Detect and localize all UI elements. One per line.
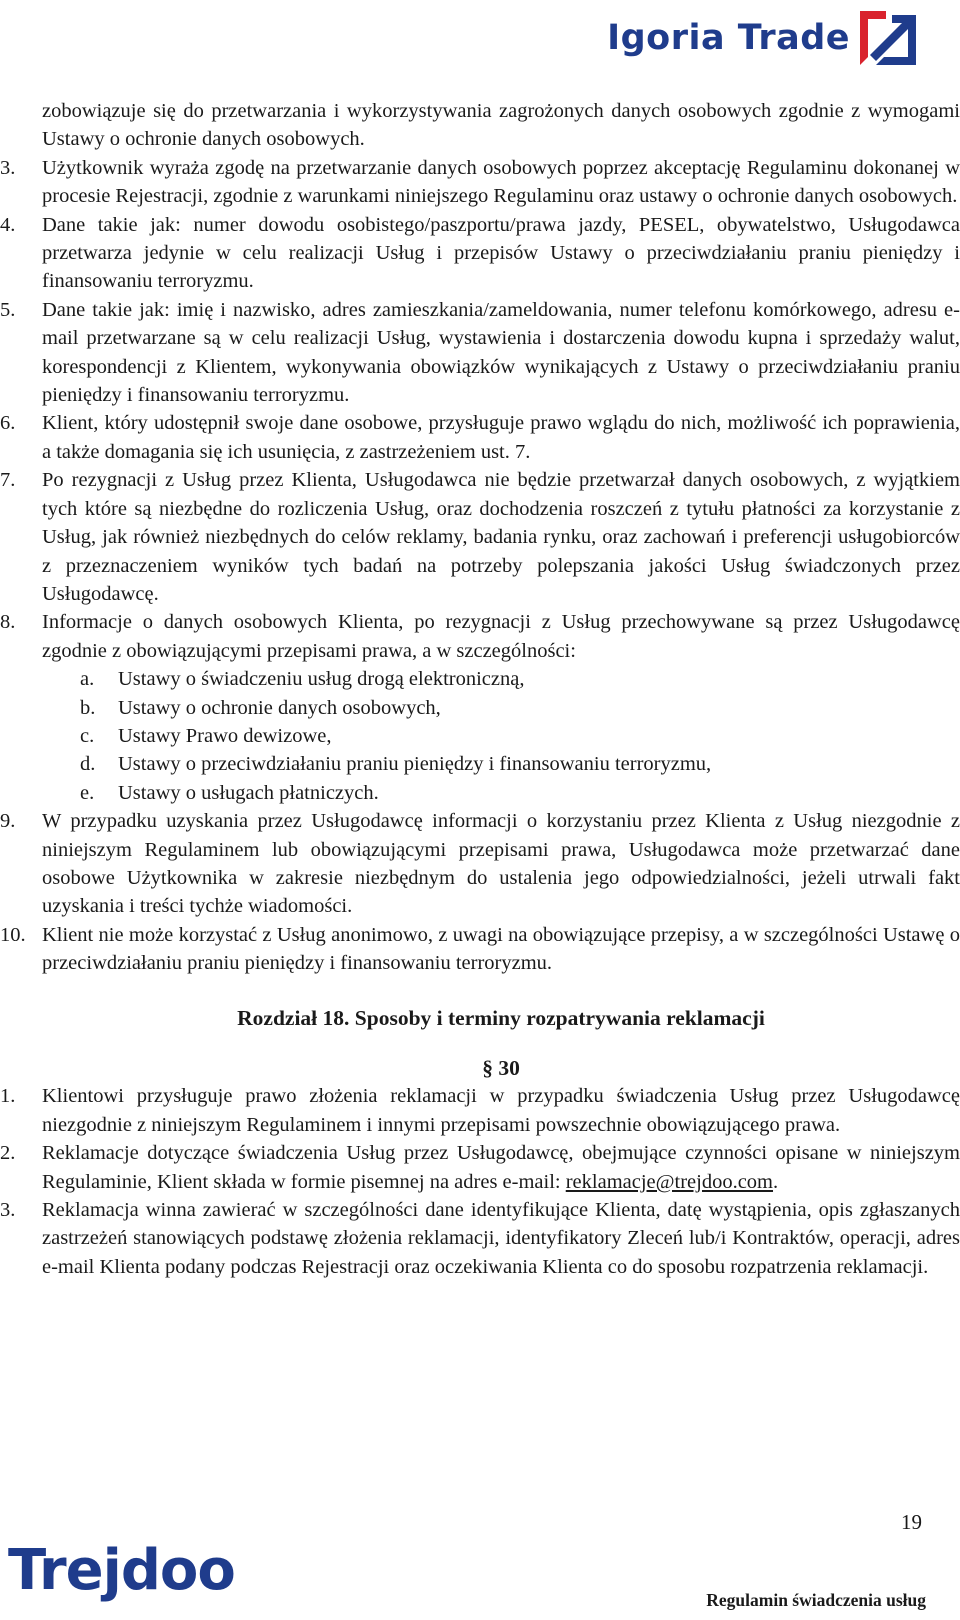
footer-logo [8,1538,235,1603]
complaint-email-link[interactable]: reklamacje@trejdoo.com [565,1170,774,1193]
sub-item-letter: b. [80,696,96,719]
footer-title: Regulamin świadczenia usług [706,1590,926,1610]
item-number: 8. [0,611,16,634]
list-item [0,921,960,978]
item-text: Klient nie może korzystać z Usług anonimowo, z uwagi na obowiązujące przepisy, a w szczególności Ustawę o przeciwdziałaniu praniu pieniędzy i finansowaniu terroryzmu. [42,923,960,975]
sub-item-letter: e. [80,781,95,804]
sub-item [80,750,960,778]
item-number: 6. [0,412,16,435]
list-item [0,409,960,466]
item-number: 3. [0,156,16,179]
sub-item-text: Ustawy o przeciwdziałaniu praniu pieniędzy i finansowaniu terroryzmu, [118,753,712,776]
sub-item-text: Ustawy o usługach płatniczych. [118,781,379,804]
sub-item-text: Ustawy o ochronie danych osobowych, [118,696,441,719]
item-number: 10. [0,923,26,946]
item-number: 5. [0,298,16,321]
item-number: 4. [0,213,16,236]
intro-paragraph: zobowiązuje się do przetwarzania i wykorzystywania zagrożonych danych osobowych zgodnie z wymogami Ustawy o ochronie danych osobowych. [42,100,960,151]
item-text: W przypadku uzyskania przez Usługodawcę informacji o korzystaniu przez Klienta z Usług niezgodnie z niniejszym Regulaminem lub obowiązującymi przepisami prawa, Usługodawca może przetwarzać dane osobowe Użytkownika w zakresie niezbędnym do ustalenia jego odpowiedzialności, jeżeli utrwali fakt uzyskania i treści tychże wiadomości. [42,810,960,918]
page-number: 19 [901,1510,922,1534]
igoria-logo-icon [856,7,920,69]
chapter-title: Rozdział 18. Sposoby i terminy rozpatrywania reklamacji [237,1005,765,1030]
item-number: 7. [0,469,16,492]
item-text: Klientowi przysługuje prawo złożenia reklamacji w przypadku świadczenia Usług przez Usługodawcę niezgodnie z niniejszym Regulaminem i innymi przepisami powszechnie obowiązującego prawa. [42,1085,960,1136]
footer-brand-name: Trejdoo [8,1538,235,1603]
list-item [0,466,960,608]
list-item [0,1082,960,1139]
sub-item [80,722,960,750]
item-text: Dane takie jak: imię i nazwisko, adres zamieszkania/zameldowania, numer telefonu komórkowego, adresu e-mail przetwarzane są w celu realizacji Usług, wystawienia i dostarczenia dowodu kupna i sprzedaży walut, korespondencji z Klientem, wykonywania obowiązków wynikających z Ustawy o przeciwdziałaniu praniu pieniędzy i finansowaniu terroryzmu. [42,298,960,407]
item-text: Informacje o danych osobowych Klienta, po rezygnacji z Usług przechowywane są przez Usługodawcę zgodnie z obowiązującymi przepisami prawa, a w szczególności: [42,611,960,662]
document-body [0,97,960,1281]
item-text-end: . [773,1170,779,1193]
sub-item-letter: c. [80,724,95,747]
list-item [0,1196,960,1281]
header-logo [607,6,920,70]
item-text: Reklamacje dotyczące świadczenia Usług przez Usługodawcę, obejmujące czynności opisane w niniejszym Regulaminie, Klient składa w formie pisemnej na adres e-mail: [42,1142,960,1193]
section-mark: § 30 [482,1056,520,1080]
item-text: Reklamacja winna zawierać w szczególności dane identyfikujące Klienta, datę wystąpienia, opis zgłaszanych zastrzeżeń stanowiących podstawę złożenia reklamacji, identyfikatory Zleceń lub/i Kontraktów, operacji, adres e-mail Klienta podany podczas Rejestracji oraz oczekiwania Klienta co do sposobu rozpatrzenia reklamacji. [42,1199,960,1278]
item-text: Użytkownik wyraża zgodę na przetwarzanie danych osobowych poprzez akceptację Regulaminu dokonanej w procesie Rejestracji, zgodnie z warunkami niniejszego Regulaminu oraz ustawy o ochronie danych osobowych. [42,156,960,208]
brand-name: Igoria Trade [607,18,850,58]
item-text: Dane takie jak: numer dowodu osobistego/paszportu/prawa jazdy, PESEL, obywatelstwo, Usługodawca przetwarza jedynie w celu realizacji Usług i przepisów Ustawy o przeciwdziałaniu praniu pieniędzy i finansowaniu terroryzmu. [42,213,960,293]
list-item [0,807,960,921]
sub-item-letter: a. [80,668,95,691]
item-text: Klient, który udostępnił swoje dane osobowe, przysługuje prawo wglądu do nich, możliwość ich poprawienia, a także domagania się ich usunięcia, z zastrzeżeniem ust. 7. [42,412,960,463]
list-item [0,211,960,296]
item-number: 9. [0,810,16,833]
sub-item [80,779,960,807]
list-item [0,154,960,211]
item-number: 1. [0,1085,16,1108]
sub-item [80,665,960,693]
item-number: 3. [0,1199,16,1222]
list-item [0,296,960,410]
sub-item-letter: d. [80,753,96,776]
sub-item-text: Ustawy Prawo dewizowe, [118,724,332,747]
list-item [0,1139,960,1196]
sub-item-text: Ustawy o świadczeniu usług drogą elektroniczną, [118,668,525,691]
item-number: 2. [0,1142,16,1165]
item-text: Po rezygnacji z Usług przez Klienta, Usługodawca nie będzie przetwarzał danych osobowych, z wyjątkiem tych które są niezbędne do rozliczenia Usług, oraz dochodzenia roszczeń z tytułu płatności za korzystanie z Usług, jak również niezbędnych do celów reklamy, badania rynku, oraz zachowań i preferencji usługobiorców z przeznaczeniem wyników tych badań na potrzeby polepszania jakości Usług świadczonych przez Usługodawcę. [42,469,960,605]
list-item [0,608,960,665]
sub-item [80,694,960,722]
